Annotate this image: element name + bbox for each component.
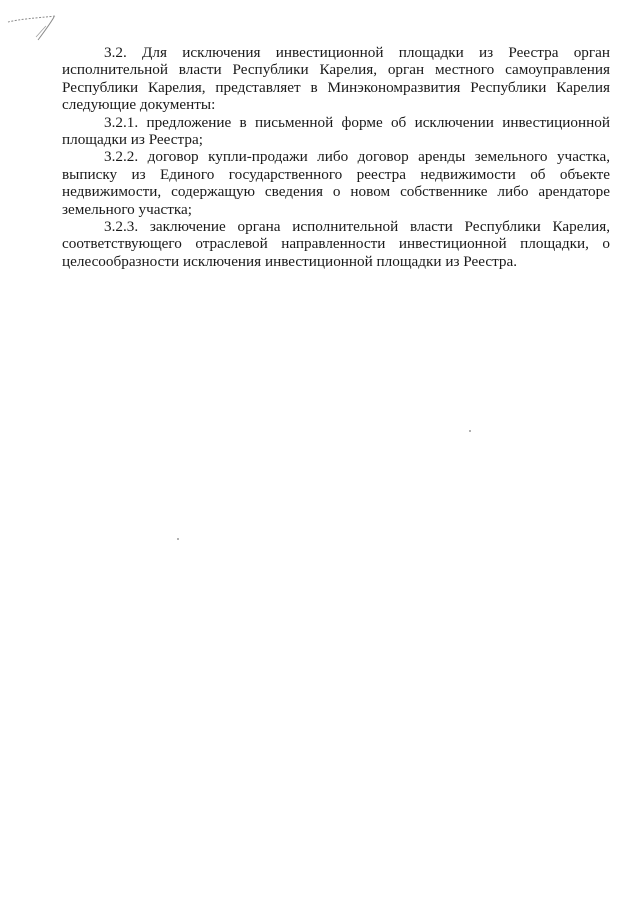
- handwritten-corner-mark: [6, 10, 66, 50]
- paragraph-3-2-3: 3.2.3. заключение органа исполнительной власти Республики Карелия, соответствующего отраслевой направленности инвестиционной площадки, о целесообразности исключения инвестиционной площадки из Реестра.: [62, 218, 610, 270]
- scan-speck: [469, 430, 471, 432]
- document-body: [62, 44, 610, 270]
- scan-speck: [177, 538, 179, 540]
- paragraph-3-2: 3.2. Для исключения инвестиционной площадки из Реестра орган исполнительной власти Республики Карелия, орган местного самоуправления Республики Карелия, представляет в Минэкономразвития Республики Карелия следующие документы:: [62, 44, 610, 114]
- paragraph-3-2-1: 3.2.1. предложение в письменной форме об исключении инвестиционной площадки из Реестра;: [62, 113, 610, 149]
- paragraph-3-2-2: 3.2.2. договор купли-продажи либо договор аренды земельного участка, выписку из Единого государственного реестра недвижимости об объекте недвижимости, содержащую сведения о новом собственнике либо арендаторе земельного участка;: [62, 148, 610, 218]
